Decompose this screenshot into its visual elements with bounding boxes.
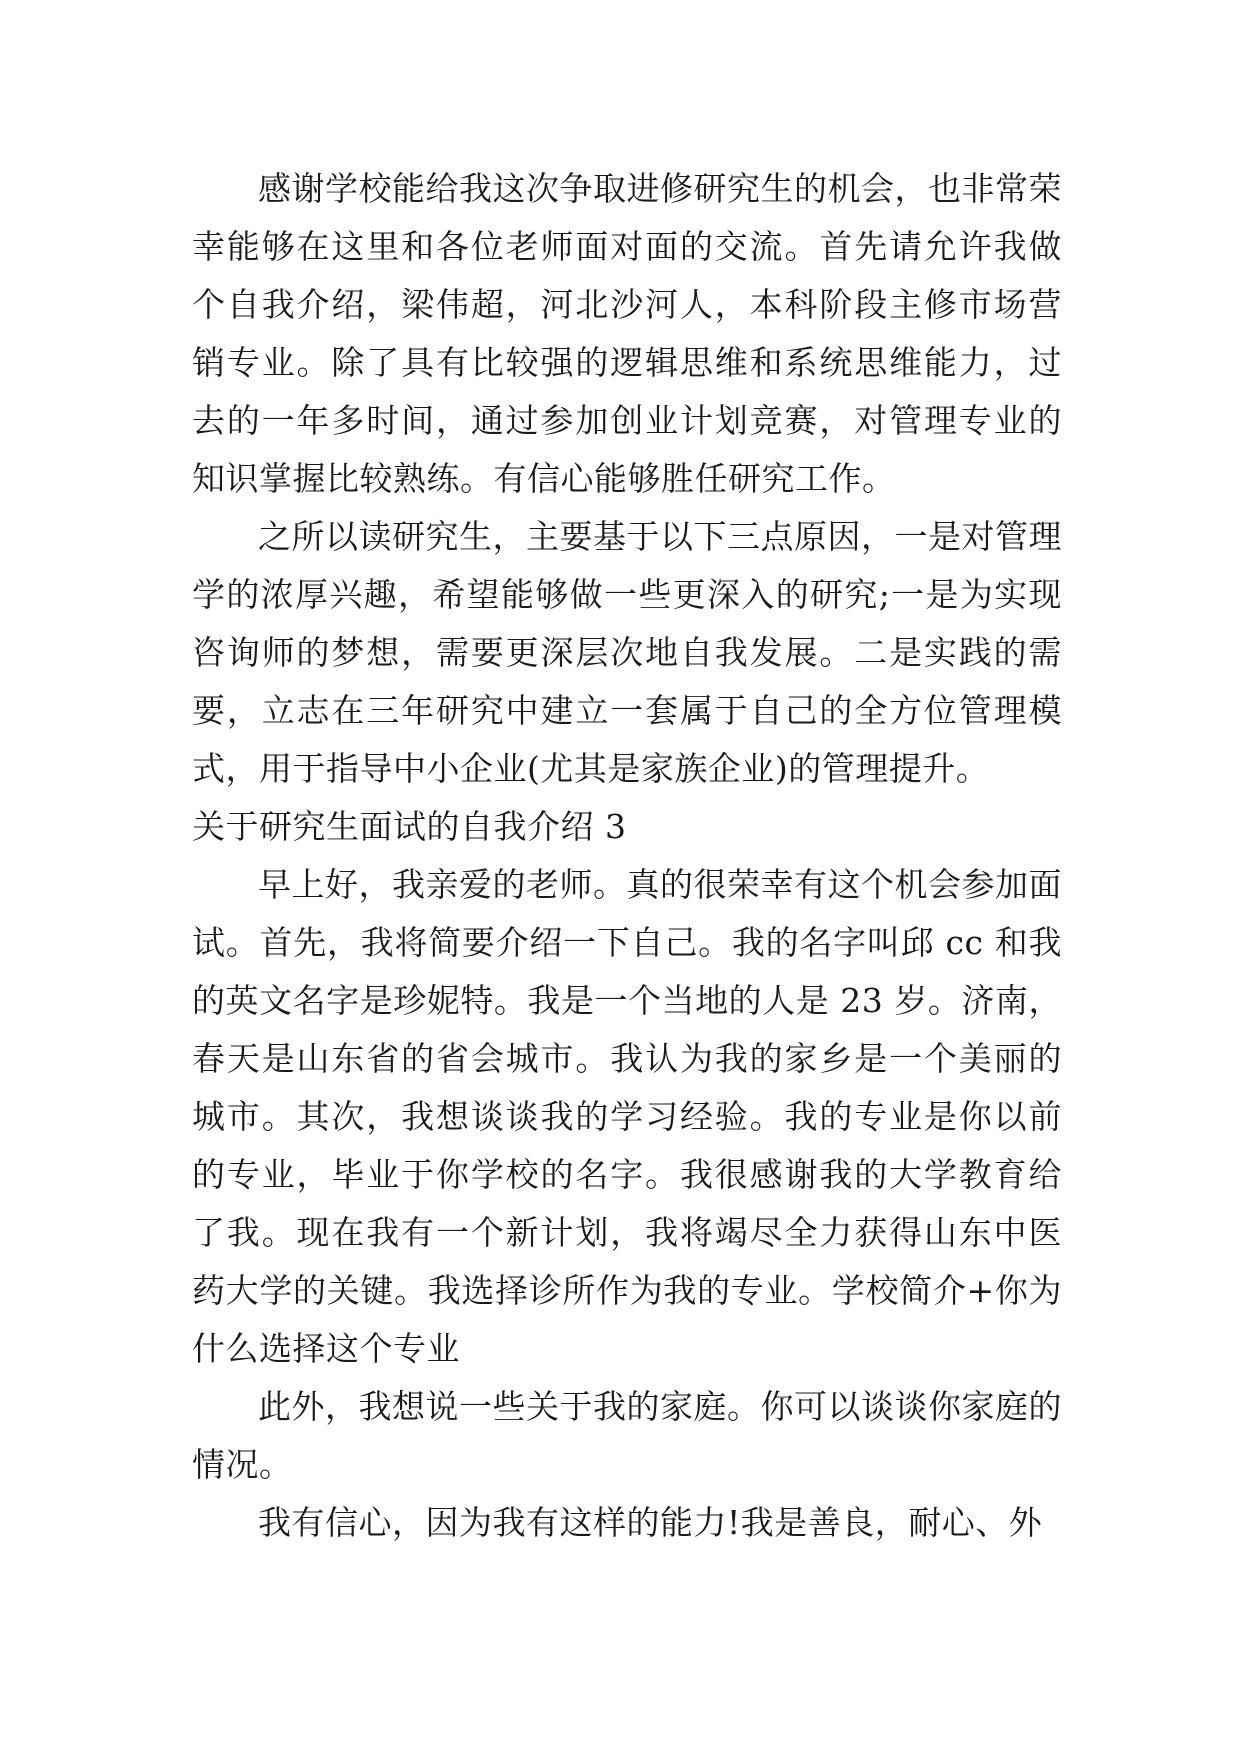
document-body <box>192 160 1062 1552</box>
paragraph-reasons: 之所以读研究生，主要基于以下三点原因，一是对管理学的浓厚兴趣，希望能够做一些更深入的研究;一是为实现咨询师的梦想，需要更深层次地自我发展。二是实践的需要，立志在三年研究中建立一套属于自己的全方位管理模式，用于指导中小企业(尤其是家族企业)的管理提升。 <box>192 517 1062 788</box>
section-heading: 关于研究生面试的自我介绍 3 <box>192 807 627 846</box>
paragraph-thanks: 感谢学校能给我这次争取进修研究生的机会，也非常荣幸能够在这里和各位老师面对面的交流。首先请允许我做个自我介绍，梁伟超，河北沙河人，本科阶段主修市场营销专业。除了具有比较强的逻辑思维和系统思维能力，过去的一年多时间，通过参加创业计划竞赛，对管理专业的知识掌握比较熟练。有信心能够胜任研究工作。 <box>192 169 1062 498</box>
paragraph-family: 此外，我想说一些关于我的家庭。你可以谈谈你家庭的情况。 <box>192 1387 1062 1484</box>
paragraph-greeting: 早上好，我亲爱的老师。真的很荣幸有这个机会参加面试。首先，我将简要介绍一下自己。我的名字叫邱 cc 和我的英文名字是珍妮特。我是一个当地的人是 23 岁。济南，春天是山东省的省会城市。我认为我的家乡是一个美丽的城市。其次，我想谈谈我的学习经验。我的专业是你以前的专业，毕业于你学校的名字。我很感谢我的大学教育给了我。现在我有一个新计划，我将竭尽全力获得山东中医药大学的关键。我选择诊所作为我的专业。学校简介+你为什么选择这个专业 <box>192 865 1062 1368</box>
paragraph-confidence: 我有信心，因为我有这样的能力!我是善良，耐心、外 <box>258 1503 1043 1542</box>
